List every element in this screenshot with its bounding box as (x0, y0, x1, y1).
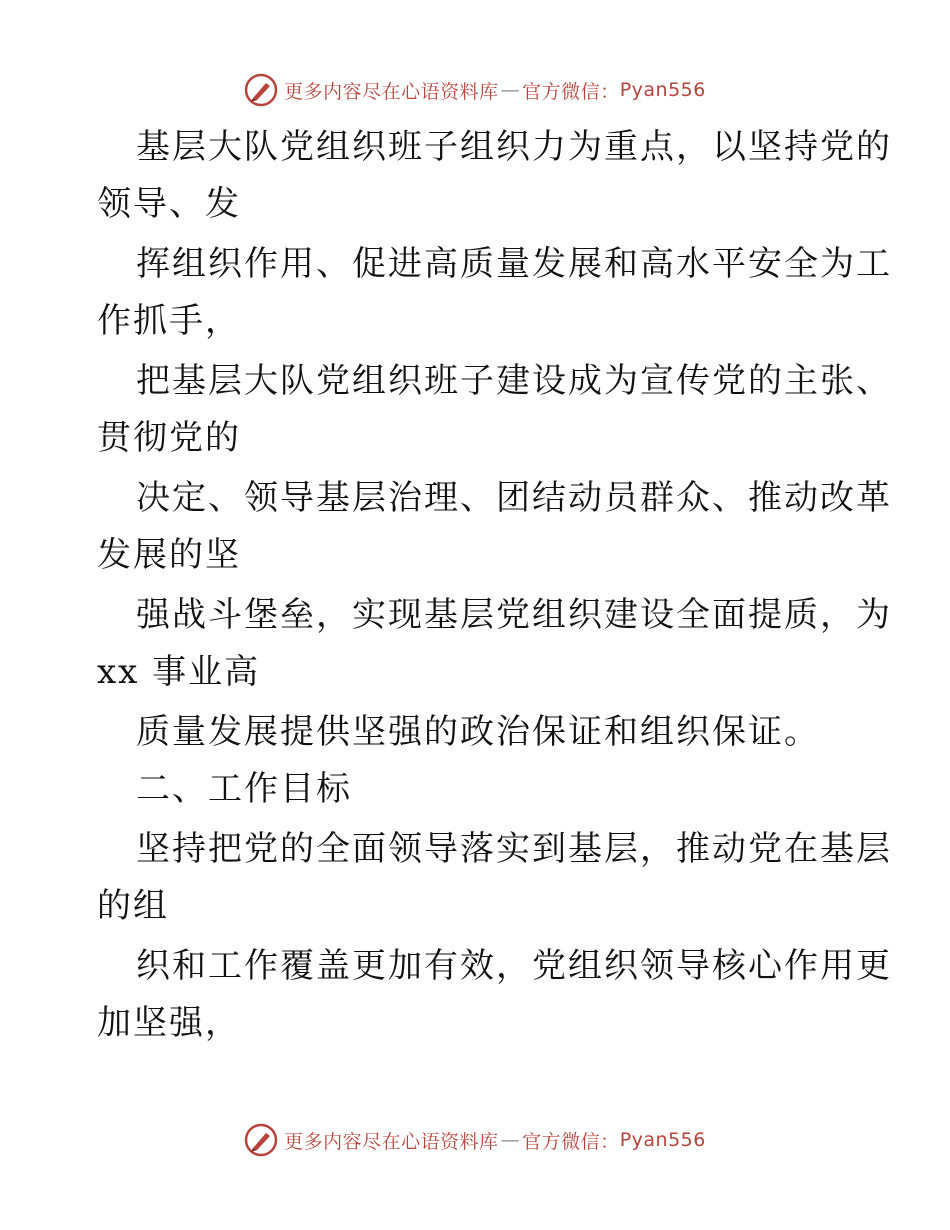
watermark-site-text: 更多内容尽在心语资料库 (284, 80, 499, 103)
text-line-10: xx 事业高 (97, 652, 261, 692)
text-line-2: 领导、发 (97, 184, 241, 224)
text-line-3: 挥组织作用、促进高质量发展和高水平安全为工 (136, 244, 892, 284)
section-heading: 二、工作目标 (136, 769, 352, 809)
footer-watermark (0, 1120, 950, 1160)
pen-logo-icon (244, 73, 278, 107)
watermark-dash: — (500, 1129, 521, 1151)
text-line-5: 把基层大队党组织班子建设成为宣传党的主张、 (136, 361, 892, 401)
text-line-14: 的组 (97, 886, 169, 926)
header-watermark (0, 70, 950, 110)
watermark-dash: — (500, 79, 521, 101)
text-line-6: 贯彻党的 (97, 418, 241, 458)
text-line-7: 决定、领导基层治理、团结动员群众、推动改革 (136, 478, 892, 518)
pen-logo-icon (244, 1123, 278, 1157)
text-line-13: 坚持把党的全面领导落实到基层，推动党在基层 (136, 829, 892, 869)
text-line-1: 基层大队党组织班子组织力为重点，以坚持党的 (136, 127, 892, 167)
text-line-16: 加坚强， (97, 1003, 241, 1043)
watermark-site-text: 更多内容尽在心语资料库 (284, 1130, 499, 1153)
watermark-wechat-id: Pyan556 (619, 1129, 706, 1151)
text-line-9: 强战斗堡垒，实现基层党组织建设全面提质，为 (136, 595, 892, 635)
text-line-8: 发展的坚 (97, 535, 241, 575)
text-line-11: 质量发展提供坚强的政治保证和组织保证。 (136, 712, 820, 752)
text-line-15: 织和工作覆盖更加有效，党组织领导核心作用更 (136, 946, 892, 986)
watermark-wechat-label: 官方微信： (522, 1130, 620, 1153)
watermark-wechat-id: Pyan556 (619, 79, 706, 101)
text-line-4: 作抓手， (97, 301, 241, 341)
watermark-wechat-label: 官方微信： (522, 80, 620, 103)
